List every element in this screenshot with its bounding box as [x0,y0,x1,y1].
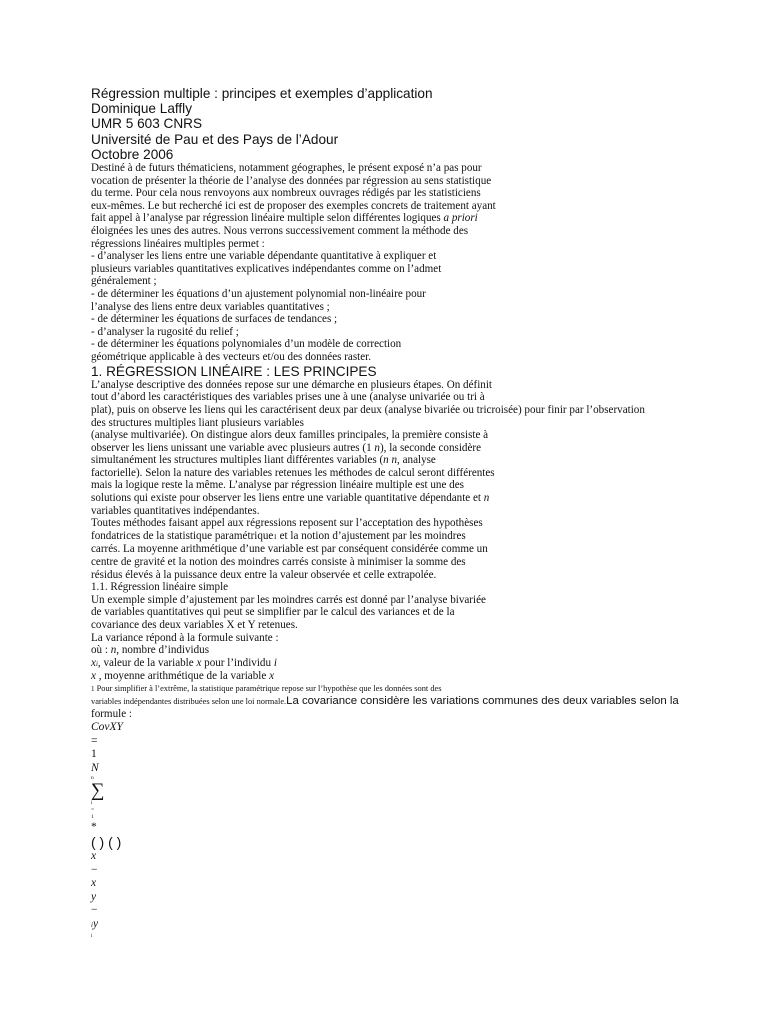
text-span: , nombre d’individus [116,644,210,657]
list-line: - d’analyser la rugosité du relief ; [91,325,239,338]
text-line: vocation de présenter la théorie de l’analyse des données par régression au sens statistique [91,174,492,187]
formula-token: y [91,890,97,903]
list-line: - d’analyser les liens entre une variable dépendante quantitative à expliquer et [91,250,437,263]
text-span: où : [91,644,111,657]
text-span: La covariance considère les variations communes des deux variables selon la [286,695,679,708]
text-line [91,670,691,683]
text-span: observer les liens unissant une variable avec plusieurs autres (1 [91,441,375,454]
list-line: l’analyse des liens entre deux variables quantitatives ; [91,300,330,313]
footnote-marker: 1 [273,532,277,541]
text-line [91,442,691,455]
formula-token: ( ) ( ) [91,833,122,850]
text-span: , analyse [397,454,436,467]
document-page [91,86,691,940]
footnote-marker: 1 [91,684,95,693]
document-title: Régression multiple : principes et exemples d’application [91,86,433,101]
list-line: plusieurs variables quantitatives explicatives indépendantes comme on l’admet [91,262,442,275]
subsection-paragraph [91,594,691,721]
list-line: généralement ; [91,275,157,288]
italic-span: x [91,670,96,683]
italic-span: i [273,656,277,669]
text-line: (analyse multivariée). On distingue alors deux familles principales, la première consiste à [91,429,489,442]
section-heading: 1. RÉGRESSION LINÉAIRE : LES PRINCIPES [91,363,377,379]
formula-token [91,918,691,933]
formula-token: * [91,821,97,834]
text-line [91,644,691,657]
italic-span: x [91,656,96,669]
list-line: - de déterminer les équations polynomiales d’un modèle de correction [91,338,402,351]
formula-token: n [91,775,94,782]
italic-span: n [374,441,380,454]
text-line: L’analyse descriptive des données repose sur une démarche en plusieurs étapes. On définit [91,378,492,391]
text-span: ), la seconde considère [379,441,481,454]
text-span: , moyenne arithmétique de la variable [95,670,270,683]
italic-span: n n [383,454,398,467]
text-line [91,454,691,467]
text-line [91,212,691,225]
sum-symbol: ∑ [91,780,105,802]
formula-token: CovXY [91,720,123,733]
text-line: Destiné à de futurs thématiciens, notamment géographes, le présent exposé n’a pas pour [91,162,482,175]
italic-span: x [269,670,274,683]
italic-span: n [110,644,117,657]
text-line: Toutes méthodes faisant appel aux régressions reposent sur l’acceptation des hypothèses [91,517,483,530]
subscript-span: i [91,920,93,929]
formula-token: i [91,932,93,939]
text-span: fait appel à l’analyse par régression linéaire multiple selon différentes logiques [91,212,444,225]
text-line: tout d’abord les caractéristiques des variables prises une à une (analyse univariée ou tri à [91,391,485,404]
footnote-text: variables indépendantes distribuées selon une loi normale. [91,697,287,707]
formula-token: = [91,807,95,814]
lab-name: UMR 5 603 CNRS [91,116,203,132]
subscript-span: i [95,659,98,668]
formula-token: x [91,849,97,862]
text-line [91,530,691,544]
text-line: centre de gravité et la notion des moindres carrés consiste à minimiser la somme des [91,556,466,569]
section1-paragraph [91,379,691,582]
formula-token: x [91,877,97,890]
text-line: covariance des deux variables X et Y retenues. [91,619,298,631]
formula-token: i [91,800,93,807]
text-span: solutions qui existe pour observer les liens entre une variable quantitative dépendante et [91,492,484,505]
text-line: formule : [91,708,132,721]
covariance-formula [91,721,691,940]
text-line: éloignées les unes des autres. Nous verrons successivement comment la méthode des [91,224,469,237]
text-line: La variance répond à la formule suivante : [91,631,279,644]
list-line: - de déterminer les équations d’un ajustement polynomial non-linéaire pour [91,287,426,300]
formula-span: y [92,917,99,930]
footnote-line [91,695,691,708]
formula-token: = [91,734,98,747]
italic-span: x [196,656,202,669]
text-line: mais la logique reste la même. L’analyse par régression linéaire multiple est une des [91,479,464,492]
text-line: plat), puis on observe les liens qui les caractérisent deux par deux (analyse bivariée ou tricroisée) pour finir par l’observation [91,403,645,416]
text-line [91,657,691,671]
formula-token: − [91,863,98,876]
text-line: variables quantitatives indépendantes. [91,504,260,517]
document-date: Octobre 2006 [91,146,174,162]
text-line: résidus élevés à la puissance deux entre la valeur observée et celle extrapolée. [91,568,437,581]
text-span: fondatrices de la statistique paramétrique [91,529,274,542]
list-line: - de déterminer les équations de surfaces de tendances ; [91,313,338,326]
subsection-heading: 1.1. Régression linéaire simple [91,581,229,594]
formula-token: 1 [91,748,97,761]
text-span: et la notion d’ajustement par les moindres [276,529,466,542]
text-line [91,492,691,505]
text-span: , valeur de la variable [97,656,197,669]
list-line: géométrique applicable à des vecteurs et/ou des données raster. [91,350,372,363]
text-line: du terme. Pour cela nous renvoyons aux nombreux ouvrages rédigés par les statisticiens [91,187,481,200]
formula-token: − [91,904,98,917]
text-span: simultanément les structures multiples liant différentes variables ( [91,454,384,467]
footnote-text: Pour simplifier à l’extrême, la statistique paramétrique repose sur l’hypothèse que les données sont des [94,683,442,693]
formula-token: 1 [91,814,94,821]
intro-paragraph [91,162,691,364]
text-line: Un exemple simple d’ajustement par les moindres carrés est donné par l’analyse bivariée [91,593,486,606]
university-name: Université de Pau et des Pays de l’Adour [91,131,339,147]
text-line: eux-mêmes. Le but recherché ici est de proposer des exemples concrets de traitement ayant [91,199,496,212]
text-line: carrés. La moyenne arithmétique d’une variable est par conséquent considérée comme un [91,543,488,556]
text-line: factorielle). Selon la nature des variables retenues les méthodes de calcul seront différentes [91,466,495,479]
author-name: Dominique Laffly [91,101,193,117]
formula-token: N [91,761,99,774]
text-span: pour l’individu [201,656,274,669]
text-line: de variables quantitatives qui peut se simplifier par le calcul des variances et de la [91,606,455,619]
text-line: régressions linéaires multiples permet : [91,237,265,250]
italic-span: n [483,492,490,505]
text-line: des structures multiples liant plusieurs variables [91,416,304,429]
italic-span: a priori [443,212,478,225]
footnote-line [91,683,691,695]
